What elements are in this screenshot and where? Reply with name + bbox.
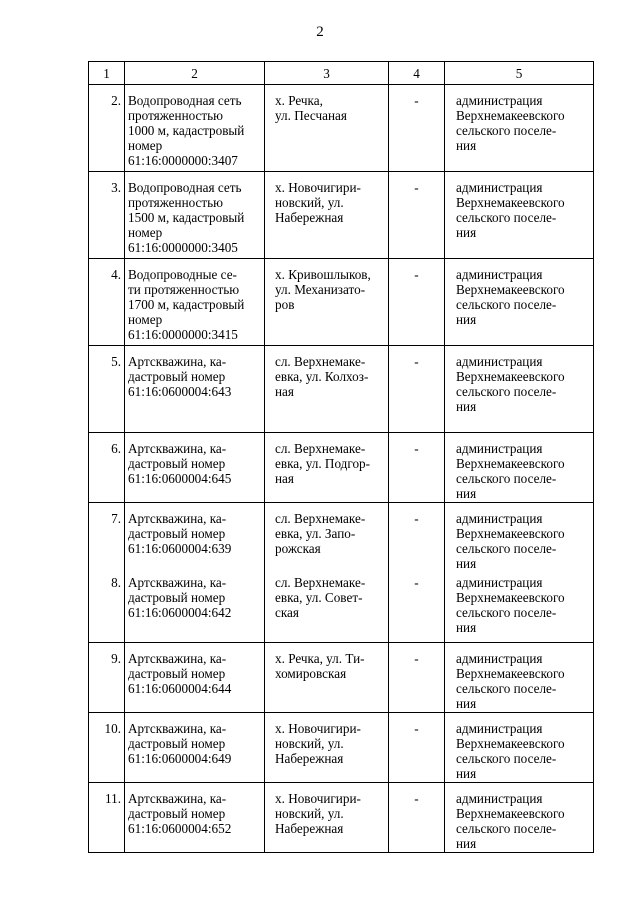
- col4-value: -: [389, 643, 445, 713]
- object-description: Артскважина, ка- дастровый номер 61:16:0600004:642: [128, 574, 232, 620]
- row-number: 8.: [89, 573, 125, 643]
- owner-name: администрация Верхнемакеевского сельского поселе- ния: [456, 441, 565, 501]
- owner-name: администрация Верхнемакеевского сельского поселе- ния: [456, 93, 565, 153]
- col4-value: -: [389, 433, 445, 503]
- table-row: [89, 433, 594, 503]
- owner-name: администрация Верхнемакеевского сельского поселе- ния: [456, 511, 565, 571]
- object-address: х. Новочигири- новский, ул. Набережная: [275, 180, 361, 225]
- col4-value: -: [389, 713, 445, 783]
- object-address: сл. Верхнемаке- евка, ул. Колхоз- ная: [275, 354, 369, 399]
- object-address: сл. Верхнемаке- евка, ул. Подгор- ная: [275, 441, 371, 486]
- row-number: 2.: [89, 85, 125, 172]
- col4-value: -: [389, 172, 445, 259]
- table-row: [89, 713, 594, 783]
- object-address: х. Кривошлыков, ул. Механизато- ров: [275, 267, 371, 312]
- owner-name: администрация Верхнемакеевского сельского поселе- ния: [456, 267, 565, 327]
- object-description: Артскважина, ка- дастровый номер 61:16:0600004:652: [128, 791, 232, 836]
- col4-value: -: [389, 503, 445, 573]
- table-row: [89, 643, 594, 713]
- property-registry-table: [88, 61, 594, 853]
- header-col-1: 1: [89, 62, 125, 85]
- row-number: 3.: [89, 172, 125, 259]
- object-address: х. Новочигири- новский, ул. Набережная: [275, 791, 361, 836]
- object-description: Водопроводная сеть протяженностью 1000 м, кадастровый номер 61:16:0000000:3407: [128, 93, 245, 168]
- page-number: 2: [316, 24, 324, 40]
- owner-name: администрация Верхнемакеевского сельского поселе- ния: [456, 651, 565, 711]
- row-number: 10.: [89, 713, 125, 783]
- object-description: Артскважина, ка- дастровый номер 61:16:0600004:644: [128, 651, 232, 696]
- col4-value: -: [389, 346, 445, 433]
- object-address: х. Новочигири- новский, ул. Набережная: [275, 721, 361, 766]
- col4-value: -: [389, 85, 445, 172]
- col4-value: -: [389, 573, 445, 643]
- row-number: 9.: [89, 643, 125, 713]
- object-address: сл. Верхнемаке- евка, ул. Совет- ская: [275, 574, 366, 620]
- object-description: Артскважина, ка- дастровый номер 61:16:0600004:649: [128, 721, 232, 766]
- table-row: [89, 783, 594, 853]
- table-row: [89, 503, 594, 573]
- header-col-2: 2: [125, 62, 265, 85]
- header-col-3: 3: [265, 62, 389, 85]
- owner-name: администрация Верхнемакеевского сельского поселе- ния: [456, 791, 565, 851]
- row-number: 5.: [89, 346, 125, 433]
- owner-name: администрация Верхнемакеевского сельского поселе- ния: [456, 721, 565, 781]
- object-address: сл. Верхнемаке- евка, ул. Запо- рожская: [275, 511, 366, 556]
- table-row: [89, 259, 594, 346]
- row-number: 6.: [89, 433, 125, 503]
- header-col-4: 4: [389, 62, 445, 85]
- object-description: Артскважина, ка- дастровый номер 61:16:0600004:643: [128, 354, 232, 399]
- table-header-row: [89, 62, 594, 85]
- table-row: [89, 172, 594, 259]
- row-number: 11.: [89, 783, 125, 853]
- owner-name: администрация Верхнемакеевского сельского поселе- ния: [456, 354, 565, 414]
- col4-value: -: [389, 259, 445, 346]
- table-row: [89, 85, 594, 172]
- owner-name: администрация Верхнемакеевского сельского поселе- ния: [456, 574, 565, 635]
- table-row: [89, 346, 594, 433]
- object-address: х. Речка, ул. Песчаная: [275, 93, 347, 123]
- object-address: х. Речка, ул. Ти- хомировская: [275, 651, 365, 681]
- owner-name: администрация Верхнемакеевского сельского поселе- ния: [456, 180, 565, 240]
- table-row: [89, 573, 594, 643]
- row-number: 4.: [89, 259, 125, 346]
- row-number: 7.: [89, 503, 125, 573]
- object-description: Водопроводная сеть протяженностью 1500 м, кадастровый номер 61:16:0000000:3405: [128, 180, 245, 255]
- col4-value: -: [389, 783, 445, 853]
- object-description: Артскважина, ка- дастровый номер 61:16:0600004:645: [128, 441, 232, 486]
- object-description: Водопроводные се- ти протяженностью 1700 м, кадастровый номер 61:16:0000000:3415: [128, 267, 245, 342]
- object-description: Артскважина, ка- дастровый номер 61:16:0600004:639: [128, 511, 232, 556]
- header-col-5: 5: [445, 62, 594, 85]
